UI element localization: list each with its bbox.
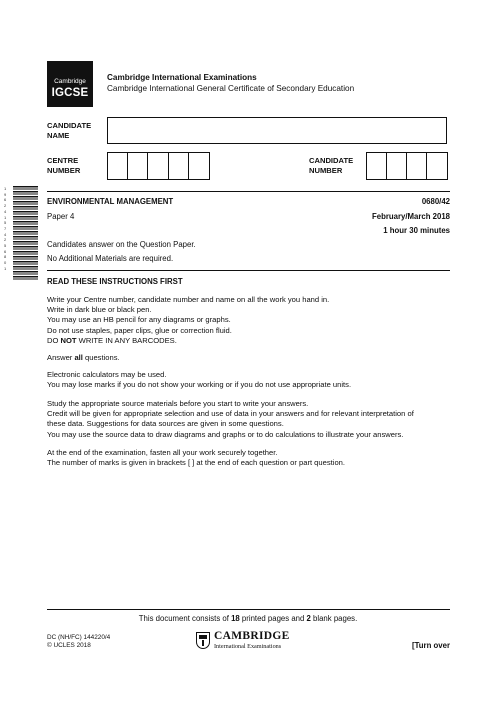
centre-number-label: CENTRE NUMBER bbox=[47, 156, 81, 175]
instructions-block-end: At the end of the examination, fasten all your work securely together. The number of marks is given in brackets [ ] at the end of each question or part question. bbox=[47, 448, 346, 468]
cambridge-wordmark: CAMBRIDGE bbox=[214, 630, 290, 642]
centre-number-digit-box[interactable] bbox=[189, 153, 209, 179]
barcode-digits: 1 9 6 2 4 1 5 7 4 2 5 6 8 0 1 bbox=[4, 186, 7, 271]
answer-note: Candidates answer on the Question Paper. bbox=[47, 240, 196, 249]
barcode-instruction: DO NOT WRITE IN ANY BARCODES. bbox=[47, 335, 177, 345]
centre-number-digit-box[interactable] bbox=[128, 153, 148, 179]
logo-line-1: Cambridge bbox=[54, 78, 86, 85]
subject-title: ENVIRONMENTAL MANAGEMENT bbox=[47, 197, 174, 206]
document-reference: DC (NH/FC) 144220/4 © UCLES 2018 bbox=[47, 634, 111, 649]
candidate-number-digit-box[interactable] bbox=[367, 153, 387, 179]
exam-board: Cambridge International Examinations bbox=[107, 73, 257, 82]
exam-duration: 1 hour 30 minutes bbox=[383, 226, 450, 235]
candidate-name-label: CANDIDATE NAME bbox=[47, 121, 92, 140]
top-divider bbox=[47, 191, 450, 192]
centre-number-digit-box[interactable] bbox=[169, 153, 189, 179]
centre-number-digit-box[interactable] bbox=[108, 153, 128, 179]
materials-note: No Additional Materials are required. bbox=[47, 254, 174, 263]
logo-line-2: IGCSE bbox=[51, 87, 89, 99]
turn-over: [Turn over bbox=[412, 641, 450, 650]
candidate-number-field[interactable] bbox=[366, 152, 448, 180]
instructions-block-general: Write your Centre number, candidate number and name on all the work you hand in. Write in dark blue or black pen. You may use an HB pencil for any diagrams or graphs. Do not use staples, paper clips, glue or correction fluid. DO NOT WRITE IN ANY BARCODES. bbox=[47, 295, 453, 346]
instructions-divider bbox=[47, 270, 450, 271]
certificate-title: Cambridge International General Certificate of Secondary Education bbox=[107, 84, 355, 93]
paper-number: Paper 4 bbox=[47, 212, 75, 221]
candidate-number-label: CANDIDATE NUMBER bbox=[309, 156, 354, 175]
centre-number-field[interactable] bbox=[107, 152, 210, 180]
exam-session: February/March 2018 bbox=[371, 212, 450, 221]
candidate-name-field[interactable] bbox=[107, 117, 447, 144]
cambridge-crest-icon bbox=[196, 632, 210, 649]
barcode bbox=[13, 186, 38, 280]
centre-number-digit-box[interactable] bbox=[148, 153, 168, 179]
candidate-number-digit-box[interactable] bbox=[407, 153, 427, 179]
footer-divider bbox=[47, 609, 450, 610]
candidate-number-digit-box[interactable] bbox=[387, 153, 407, 179]
answer-instruction: Answer all questions. bbox=[47, 353, 120, 362]
page-count-note: This document consists of 18 printed pages and 2 blank pages. bbox=[138, 614, 358, 623]
cambridge-wordmark-sub: International Examinations bbox=[214, 643, 282, 650]
instructions-block-calculators: Electronic calculators may be used. You may lose marks if you do not show your working or if you do not use appropriate units. bbox=[47, 370, 352, 390]
instructions-block-sources: Study the appropriate source materials before you start to write your answers. Credit will be given for appropriate selection and use of data in your answers and for relevant interpretation of these data. Suggestions for data sources are given in some questions. You may use the source data to draw diagrams and graphs or to do calculations to illustrate your answers. bbox=[47, 399, 414, 439]
paper-code: 0680/42 bbox=[421, 197, 450, 206]
cambridge-igcse-logo bbox=[47, 61, 93, 107]
instructions-heading: READ THESE INSTRUCTIONS FIRST bbox=[47, 277, 183, 286]
candidate-number-digit-box[interactable] bbox=[427, 153, 447, 179]
